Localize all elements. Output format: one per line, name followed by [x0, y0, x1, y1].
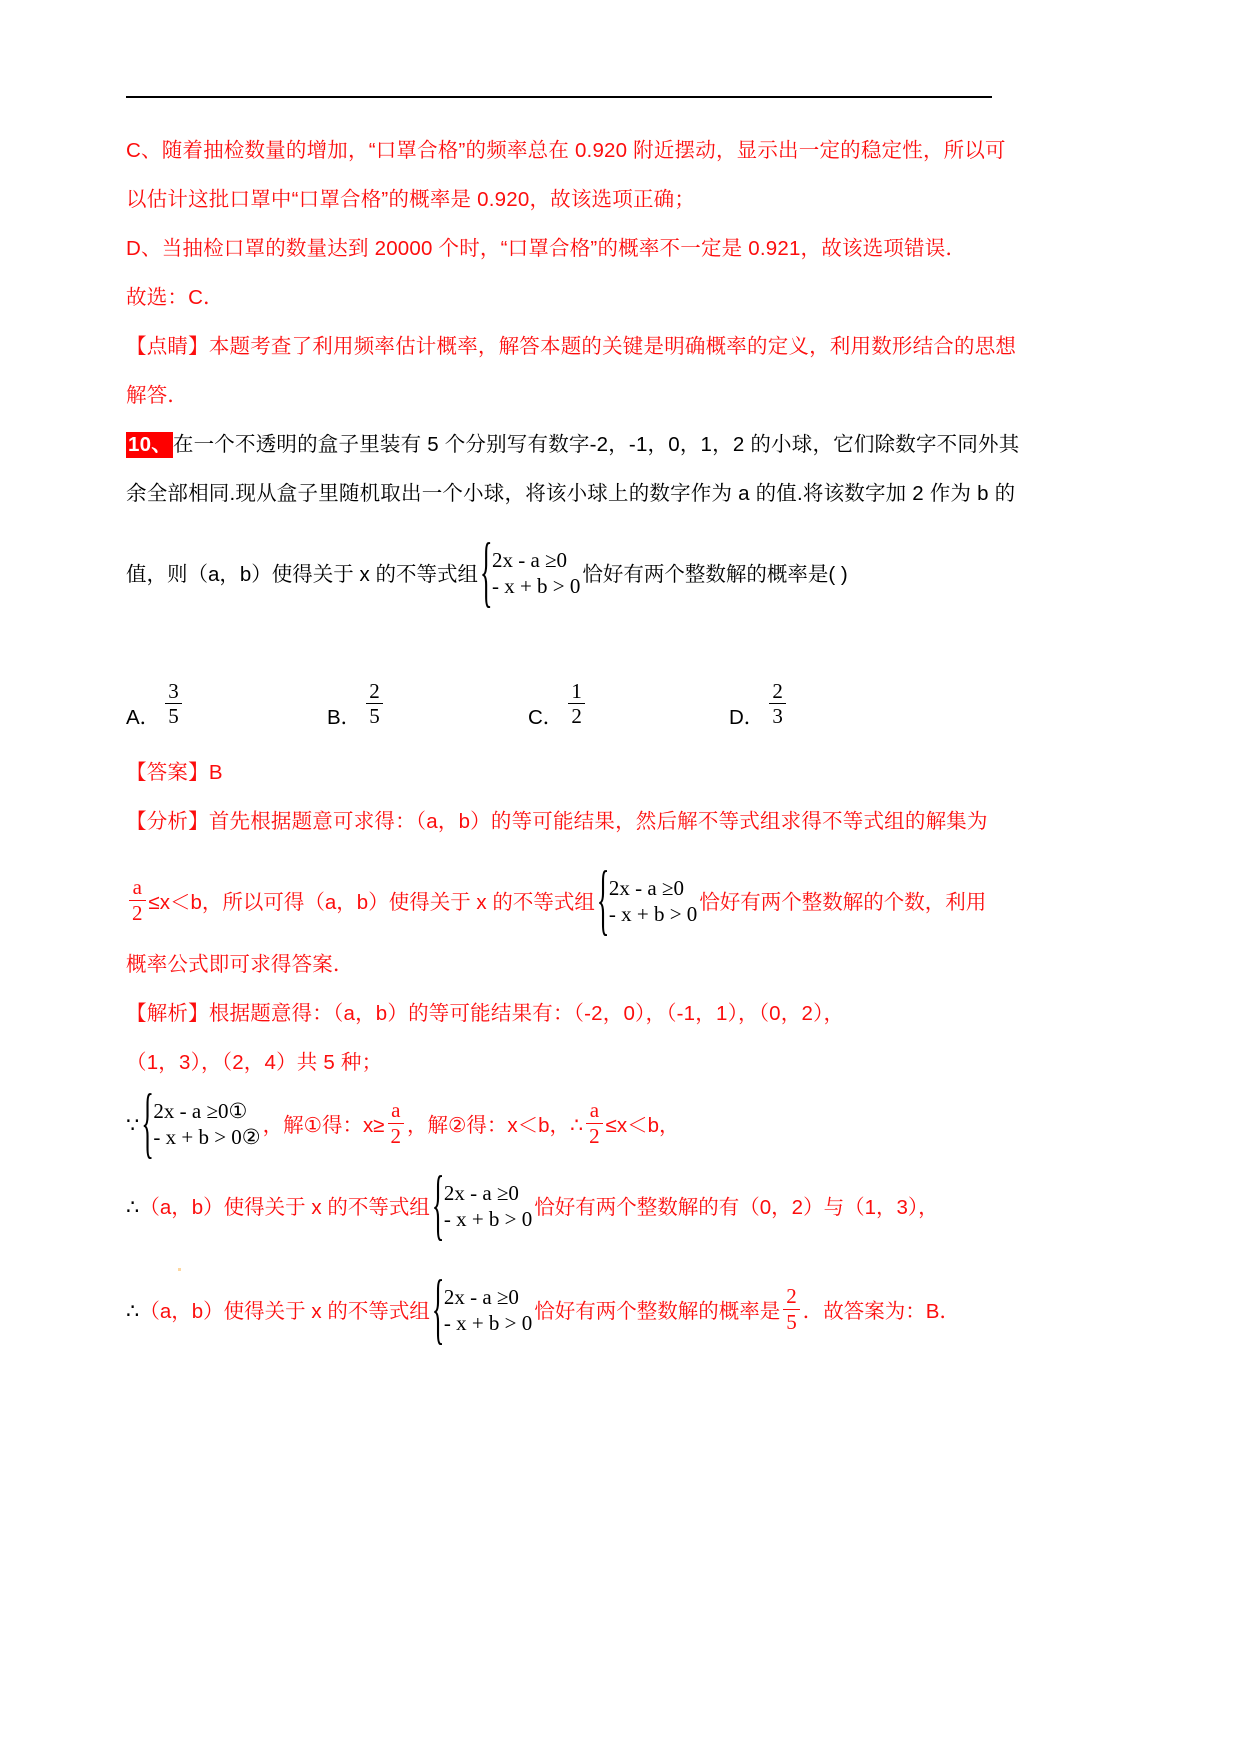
inequality-row-2: - x + b > 0 — [443, 1311, 533, 1335]
conclusion-line-1 — [126, 1160, 996, 1249]
analysis-line1 — [126, 797, 996, 846]
numerator: a — [391, 1097, 401, 1122]
analysis-label: 【分析】 — [126, 810, 209, 833]
inequality-row-2: - x + b > 0 — [608, 902, 698, 926]
conclusion-line-2 — [126, 1264, 996, 1353]
option-a[interactable] — [126, 678, 185, 730]
spacer — [126, 1151, 996, 1181]
inequality-row-1: 2x - a ≥0① — [153, 1099, 248, 1123]
numerator: 2 — [786, 1283, 797, 1308]
option-c-fraction — [568, 680, 585, 728]
spacer — [126, 928, 996, 940]
spacer — [126, 518, 996, 548]
header-divider-rule — [126, 96, 992, 98]
left-brace-glyph: { — [431, 1160, 445, 1249]
option-b-denominator: 5 — [369, 704, 380, 729]
question-10-stem-text3-post: 恰好有两个整数解的概率是( ) — [582, 562, 848, 586]
option-c-explanation-line2: 以估计这批口罩中“口罩合格”的概率是 0.920，故该选项正确； — [126, 188, 696, 211]
insight-label: 【点睛】 — [126, 335, 209, 358]
final-choice-line: 故选：C． — [126, 286, 224, 309]
option-c-explanation-line1: C、随着抽检数量的增加，“口罩合格”的频率总在 0.920 附近摆动，显示出一定的稳定性，所以可 — [126, 139, 1006, 162]
option-c[interactable] — [528, 678, 588, 730]
question-10-stem-text1: 在一个不透明的盒子里装有 5 个分别写有数字-2，-1，0，1，2 的小球，它们除数字不同外其 — [172, 433, 1020, 456]
option-b-numerator: 2 — [369, 678, 380, 703]
option-d-denominator: 3 — [772, 704, 783, 729]
option-a-fraction — [165, 680, 182, 728]
spacer — [126, 846, 996, 876]
therefore-symbol-1: ∴ — [126, 1195, 140, 1219]
page-content — [126, 126, 1020, 1353]
left-brace-glyph: { — [141, 1078, 154, 1167]
step2-fraction — [586, 1099, 603, 1147]
inequality-system-conclusion-2 — [431, 1264, 533, 1353]
because-symbol: ∵ — [126, 1113, 140, 1137]
left-brace-glyph: { — [431, 1264, 445, 1353]
inequality-row-1: 2x - a ≥0 — [608, 876, 684, 900]
spacer — [126, 600, 996, 652]
option-a-label: A． — [126, 706, 161, 729]
option-b-fraction — [366, 680, 383, 728]
conclusion-1-post: 恰好有两个整数解的有（0，2）与（1，3）， — [534, 1195, 939, 1219]
solution-text1: 根据题意得：（a，b）的等可能结果有：（-2，0），（-1，1），（0，2）， — [208, 1002, 845, 1025]
option-c-denominator: 2 — [571, 704, 582, 729]
question-10-stem-text3-pre: 值，则（a，b）使得关于 x 的不等式组 — [126, 562, 478, 586]
insight-text: 本题考查了利用频率估计概率，解答本题的关键是明确概率的定义，利用数形结合的思想 — [208, 335, 1017, 358]
conclusion-2-post: ．故答案为：B． — [802, 1299, 960, 1323]
final-probability-fraction — [783, 1285, 800, 1333]
solution-because-line — [126, 1078, 996, 1167]
option-d-label: D． — [729, 706, 765, 729]
inequality-row-1: 2x - a ≥0 — [491, 548, 568, 572]
analysis-line3: 概率公式即可求得答案． — [126, 953, 354, 976]
left-brace-glyph: { — [596, 855, 610, 944]
option-b[interactable] — [327, 678, 386, 730]
option-d-explanation: D、当抽检口罩的数量达到 20000 个时，“口罩合格”的概率不一定是 0.921，故该选项错误． — [126, 237, 967, 260]
option-b-label: B． — [327, 706, 362, 729]
answer-label: 【答案】 — [126, 761, 209, 784]
analysis-fraction-a-over-2 — [129, 876, 146, 924]
solution-step-3: ≤x＜b， — [605, 1113, 680, 1137]
numerator: a — [589, 1097, 600, 1122]
denominator: 2 — [390, 1123, 402, 1148]
inequality-row-2: - x + b > 0 — [491, 574, 581, 598]
inequality-system-conclusion-1 — [431, 1160, 533, 1249]
insight-line1 — [126, 322, 1017, 371]
question-10-stem-line1 — [126, 420, 1020, 469]
analysis-line2 — [126, 855, 996, 944]
inequality-row-2: - x + b > 0② — [153, 1125, 261, 1149]
inequality-system-analysis — [596, 855, 698, 944]
question-10-stem-line3 — [126, 527, 996, 616]
answer-line — [126, 748, 996, 797]
option-a-numerator: 3 — [168, 678, 179, 703]
option-c-numerator: 1 — [571, 678, 582, 703]
numerator: a — [132, 874, 142, 899]
analysis-text2b: 恰好有两个整数解的个数，利用 — [699, 890, 987, 914]
inequality-row-1: 2x - a ≥0 — [443, 1285, 519, 1309]
solution-label: 【解析】 — [126, 1002, 209, 1025]
option-d[interactable] — [729, 678, 789, 730]
solution-step-2: ，解②得：x＜b，∴ — [407, 1113, 584, 1137]
option-d-fraction — [769, 680, 786, 728]
option-d-numerator: 2 — [772, 678, 783, 703]
denominator: 2 — [132, 900, 143, 925]
option-c-label: C． — [528, 706, 564, 729]
answer-value: B — [208, 761, 223, 784]
therefore-symbol-2: ∴ — [126, 1299, 140, 1323]
inequality-row-2: - x + b > 0 — [443, 1207, 533, 1231]
step1-fraction — [388, 1099, 405, 1147]
denominator: 2 — [589, 1123, 600, 1148]
analysis-text1: 首先根据题意可求得：（a，b）的等可能结果，然后解不等式组求得不等式组的解集为 — [208, 810, 988, 833]
solution-step-1: ，解①得：x≥ — [262, 1113, 385, 1137]
solution-line1 — [126, 989, 996, 1038]
insight-line2: 解答． — [126, 384, 189, 407]
question-10-stem-line2: 余全部相同.现从盒子里随机取出一个小球，将该小球上的数字作为 a 的值.将该数字加 2 作为 b 的 — [126, 482, 1016, 505]
spacer — [126, 1233, 996, 1285]
inequality-system-numbered — [141, 1078, 261, 1167]
conclusion-1-pre: （a，b）使得关于 x 的不等式组 — [139, 1195, 430, 1219]
stray-mark — [178, 1268, 181, 1271]
conclusion-2-pre: （a，b）使得关于 x 的不等式组 — [139, 1299, 430, 1323]
option-a-denominator: 5 — [168, 704, 179, 729]
solution-line2: （1，3），（2，4）共 5 种； — [126, 1051, 383, 1074]
denominator: 5 — [786, 1309, 797, 1334]
inequality-row-1: 2x - a ≥0 — [443, 1181, 519, 1205]
left-brace-glyph: { — [479, 527, 493, 616]
inequality-system-question — [479, 527, 581, 616]
analysis-text2a: ≤x＜b，所以可得（a，b）使得关于 x 的不等式组 — [148, 890, 595, 914]
conclusion-2-mid: 恰好有两个整数解的概率是 — [534, 1299, 781, 1323]
option-row — [126, 652, 996, 748]
question-number-badge: 10、 — [128, 433, 172, 456]
